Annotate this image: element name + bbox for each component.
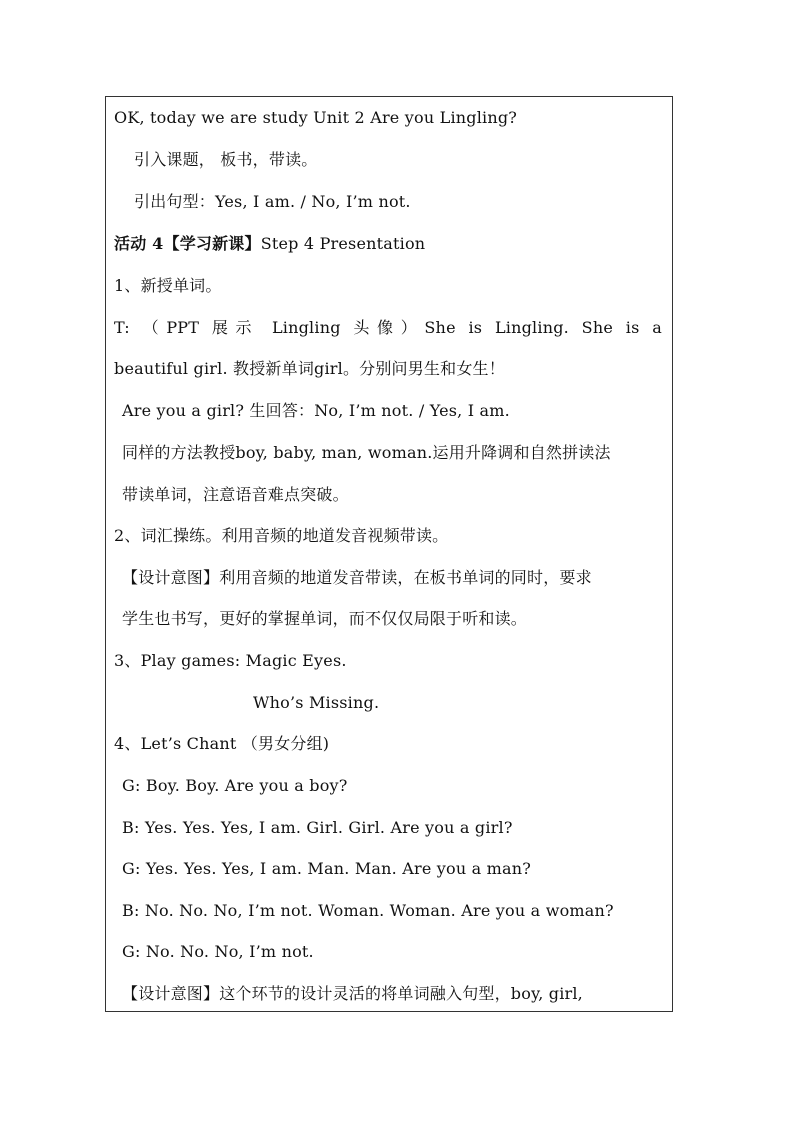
lesson-plan-table-cell (105, 96, 673, 1012)
chant-line-5: G: No. No. No, I’m not. (122, 942, 314, 961)
teacher-intro-line: T: （PPT 展示 Lingling 头像）She is Lingling. She is a (114, 318, 662, 337)
intro-line: OK, today we are study Unit 2 Are you Lingling? (114, 108, 518, 127)
chant-line-3: G: Yes. Yes. Yes, I am. Man. Man. Are you a man? (122, 859, 532, 878)
play-games-line: 3、Play games: Magic Eyes. (114, 651, 347, 670)
teach-words-line-cont: 带读单词，注意语音难点突破。 (122, 485, 349, 504)
activity-4-title: 活动 4【学习新课】 (114, 234, 261, 253)
student-answer-line: Are you a girl? 生回答：No, I’m not. / Yes, I am. (122, 401, 510, 420)
activity-4-heading (114, 234, 425, 254)
chant-line-2: B: Yes. Yes. Yes, I am. Girl. Girl. Are you a girl? (122, 818, 513, 837)
teach-girl-line: beautiful girl. 教授新单词girl。分别问男生和女生！ (114, 359, 505, 378)
design-intent-line-2: 【设计意图】这个环节的设计灵活的将单词融入句型，boy, girl, (122, 984, 583, 1003)
design-intent-line-1: 【设计意图】利用音频的地道发音带读，在板书单词的同时，要求 (122, 568, 592, 587)
vocab-drill-line: 2、词汇操练。利用音频的地道发音视频带读。 (114, 526, 449, 545)
teach-words-line: 同样的方法教授boy, baby, man, woman.运用升降调和自然拼读法 (122, 443, 611, 462)
whos-missing-line: Who’s Missing. (253, 693, 380, 712)
design-intent-line-1-cont: 学生也书写，更好的掌握单词，而不仅仅局限于听和读。 (122, 609, 528, 628)
intro-topic-line: 引入课题， 板书，带读。 (134, 150, 318, 169)
lets-chant-line: 4、Let’s Chant （男女分组) (114, 734, 330, 753)
step-4-title: Step 4 Presentation (260, 234, 426, 253)
new-words-heading: 1、新授单词。 (114, 276, 222, 295)
sentence-pattern-line: 引出句型：Yes, I am. / No, I’m not. (134, 192, 411, 211)
chant-line-4: B: No. No. No, I’m not. Woman. Woman. Are you a woman? (122, 901, 614, 920)
chant-line-1: G: Boy. Boy. Are you a boy? (122, 776, 348, 795)
